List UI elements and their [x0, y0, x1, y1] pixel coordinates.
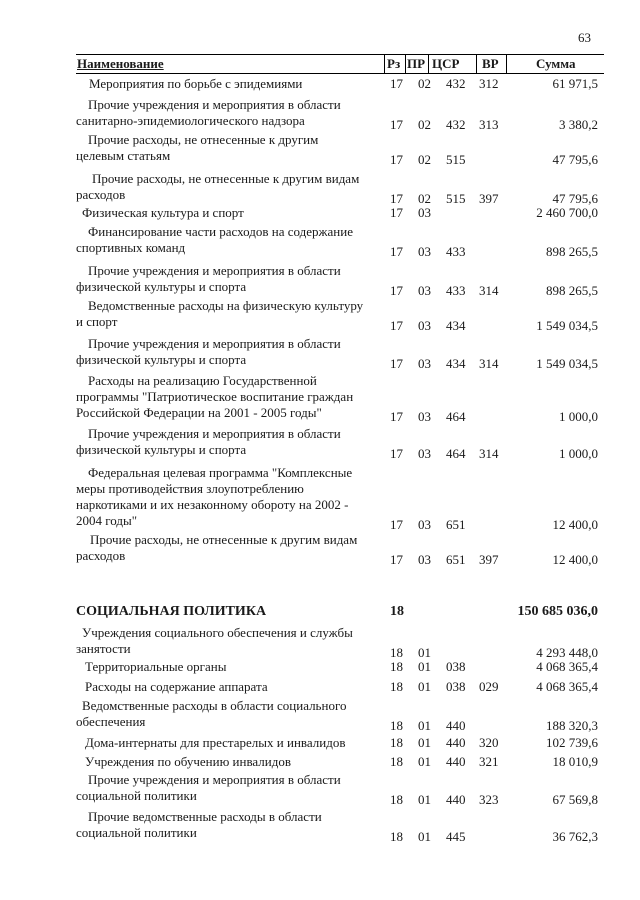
row-sum: 1 549 034,5: [536, 356, 598, 371]
row-rz: 18: [390, 679, 403, 694]
row-pr: 01: [418, 679, 431, 694]
row-vr: 397: [479, 191, 499, 206]
row-vr: 312: [479, 76, 499, 91]
header-pr: ПР: [407, 56, 426, 71]
row-pr: 01: [418, 645, 431, 660]
row-name-line: Прочие расходы, не отнесенные к другим видам: [92, 171, 360, 186]
row-vr: 314: [479, 356, 499, 371]
row-pr: 02: [418, 76, 431, 91]
row-pr: 01: [418, 659, 431, 674]
row-name-line: Мероприятия по борьбе с эпидемиями: [89, 76, 303, 91]
row-name-line: Прочие учреждения и мероприятия в области: [88, 426, 341, 441]
row-name-line: обеспечения: [76, 714, 146, 729]
row-sum: 102 739,6: [546, 735, 598, 750]
row-pr: 02: [418, 117, 431, 132]
row-sum: 4 068 365,4: [536, 679, 598, 694]
row-pr: 01: [418, 754, 431, 769]
row-name-line: социальной политики: [76, 825, 197, 840]
row-name-line: наркотиками и их незаконному обороту на 2002 -: [76, 497, 349, 512]
header-rz: Рз: [387, 56, 401, 71]
row-sum: 1 000,0: [559, 409, 598, 424]
row-csr: 434: [446, 356, 466, 371]
row-sum: 898 265,5: [546, 244, 598, 259]
header-name: Наименование: [77, 56, 164, 71]
row-pr: 02: [418, 191, 431, 206]
row-name-line: Прочие учреждения и мероприятия в области: [88, 263, 341, 278]
row-csr: 445: [446, 829, 466, 844]
row-csr: 440: [446, 754, 466, 769]
row-csr: 433: [446, 283, 466, 298]
row-name-line: Прочие учреждения и мероприятия в области: [88, 97, 341, 112]
row-name-line: Территориальные органы: [85, 659, 227, 674]
row-csr: 464: [446, 446, 466, 461]
row-rz: 17: [390, 446, 403, 461]
row-rz: 18: [390, 792, 403, 807]
row-name-line: расходов: [76, 548, 126, 563]
row-sum: 47 795,6: [552, 152, 598, 167]
row-name-line: Прочие расходы, не отнесенные к другим видам: [90, 532, 358, 547]
row-vr: 323: [479, 792, 499, 807]
row-csr: 515: [446, 152, 466, 167]
row-name-line: и спорт: [76, 314, 118, 329]
row-sum: 4 068 365,4: [536, 659, 598, 674]
row-rz: 17: [390, 283, 403, 298]
row-csr: 440: [446, 792, 466, 807]
row-name-line: Расходы на реализацию Государственной: [88, 373, 317, 388]
row-rz: 17: [390, 244, 403, 259]
row-csr: 515: [446, 191, 466, 206]
row-rz: 18: [390, 645, 403, 660]
row-name-line: физической культуры и спорта: [76, 279, 247, 294]
row-name-line: Ведомственные расходы в области социального: [82, 698, 347, 713]
row-rz: 17: [390, 76, 403, 91]
row-pr: 01: [418, 735, 431, 750]
row-pr: 03: [418, 552, 431, 567]
row-rz: 17: [390, 318, 403, 333]
row-vr: 314: [479, 446, 499, 461]
row-name-line: 2004 годы": [76, 513, 138, 528]
row-sum: 898 265,5: [546, 283, 598, 298]
row-name-line: расходов: [76, 187, 126, 202]
row-csr: 433: [446, 244, 466, 259]
row-csr: 440: [446, 718, 466, 733]
row-vr: 314: [479, 283, 499, 298]
row-pr: 02: [418, 152, 431, 167]
row-rz: 17: [390, 517, 403, 532]
row-vr: 320: [479, 735, 499, 750]
row-csr: 651: [446, 517, 466, 532]
row-name-line: Финансирование части расходов на содержание: [88, 224, 353, 239]
row-name-line: физической культуры и спорта: [76, 352, 247, 367]
row-rz: 17: [390, 152, 403, 167]
row-sum: 36 762,3: [552, 829, 598, 844]
row-pr: 03: [418, 517, 431, 532]
row-rz: 18: [390, 735, 403, 750]
table-header: [76, 54, 604, 74]
row-rz: 18: [390, 829, 403, 844]
row-name-line: Прочие расходы, не отнесенные к другим: [88, 132, 319, 147]
row-rz: 17: [390, 191, 403, 206]
row-csr: 464: [446, 409, 466, 424]
row-rz: 18: [390, 659, 403, 674]
row-name-line: Учреждения социального обеспечения и службы: [82, 625, 353, 640]
row-name-line: Прочие ведомственные расходы в области: [88, 809, 322, 824]
row-pr: 03: [418, 446, 431, 461]
row-name-line: Физическая культура и спорт: [82, 205, 244, 220]
row-name-line: программы "Патриотическое воспитание граждан: [76, 389, 354, 404]
row-rz: 17: [390, 552, 403, 567]
row-rz: 17: [390, 205, 403, 220]
row-sum: 18 010,9: [552, 754, 598, 769]
row-pr: 03: [418, 356, 431, 371]
row-vr: 313: [479, 117, 499, 132]
row-vr: 321: [479, 754, 499, 769]
row-name-line: Прочие учреждения и мероприятия в области: [88, 336, 341, 351]
row-csr: 432: [446, 76, 466, 91]
row-name-line: Прочие учреждения и мероприятия в области: [88, 772, 341, 787]
row-pr: 03: [418, 318, 431, 333]
row-sum: 1 000,0: [559, 446, 598, 461]
row-rz: 18: [390, 754, 403, 769]
row-name-line: физической культуры и спорта: [76, 442, 247, 457]
row-csr: 432: [446, 117, 466, 132]
row-pr: 03: [418, 244, 431, 259]
row-pr: 03: [418, 409, 431, 424]
row-pr: 03: [418, 205, 431, 220]
row-rz: 18: [390, 718, 403, 733]
row-name-line: Федеральная целевая программа "Комплексные: [88, 465, 353, 480]
row-sum: 4 293 448,0: [536, 645, 598, 660]
row-sum: 61 971,5: [552, 76, 598, 91]
row-vr: 029: [479, 679, 499, 694]
row-pr: 01: [418, 792, 431, 807]
header-sum: Сумма: [536, 56, 576, 71]
row-sum: 12 400,0: [552, 552, 598, 567]
row-name-line: социальной политики: [76, 788, 197, 803]
row-name-line: СОЦИАЛЬНАЯ ПОЛИТИКА: [76, 604, 267, 619]
row-name-line: Учреждения по обучению инвалидов: [85, 754, 291, 769]
row-name-line: Расходы на содержание аппарата: [85, 679, 268, 694]
row-pr: 01: [418, 718, 431, 733]
row-sum: 67 569,8: [552, 792, 598, 807]
row-name-line: санитарно-эпидемиологического надзора: [76, 113, 305, 128]
header-vr: ВР: [482, 56, 499, 71]
row-sum: 188 320,3: [546, 718, 598, 733]
row-csr: 440: [446, 735, 466, 750]
row-sum: 150 685 036,0: [517, 604, 598, 619]
row-sum: 3 380,2: [559, 117, 598, 132]
row-name-line: Ведомственные расходы на физическую культуру: [88, 298, 364, 313]
row-sum: 12 400,0: [552, 517, 598, 532]
row-rz: 18: [390, 604, 404, 619]
row-csr: 038: [446, 679, 466, 694]
row-rz: 17: [390, 356, 403, 371]
row-rz: 17: [390, 117, 403, 132]
row-name-line: меры противодействия злоупотреблению: [76, 481, 304, 496]
row-csr: 038: [446, 659, 466, 674]
row-name-line: спортивных команд: [76, 240, 186, 255]
row-csr: 434: [446, 318, 466, 333]
row-sum: 1 549 034,5: [536, 318, 598, 333]
row-rz: 17: [390, 409, 403, 424]
row-name-line: целевым статьям: [76, 148, 171, 163]
row-pr: 03: [418, 283, 431, 298]
row-name-line: занятости: [76, 641, 131, 656]
row-sum: 2 460 700,0: [536, 205, 598, 220]
row-pr: 01: [418, 829, 431, 844]
row-name-line: Дома-интернаты для престарелых и инвалидов: [85, 735, 346, 750]
row-name-line: Российской Федерации на 2001 - 2005 годы": [76, 405, 322, 420]
page-number: 63: [578, 30, 591, 45]
row-sum: 47 795,6: [552, 191, 598, 206]
row-csr: 651: [446, 552, 466, 567]
row-vr: 397: [479, 552, 499, 567]
header-csr: ЦСР: [432, 56, 460, 71]
